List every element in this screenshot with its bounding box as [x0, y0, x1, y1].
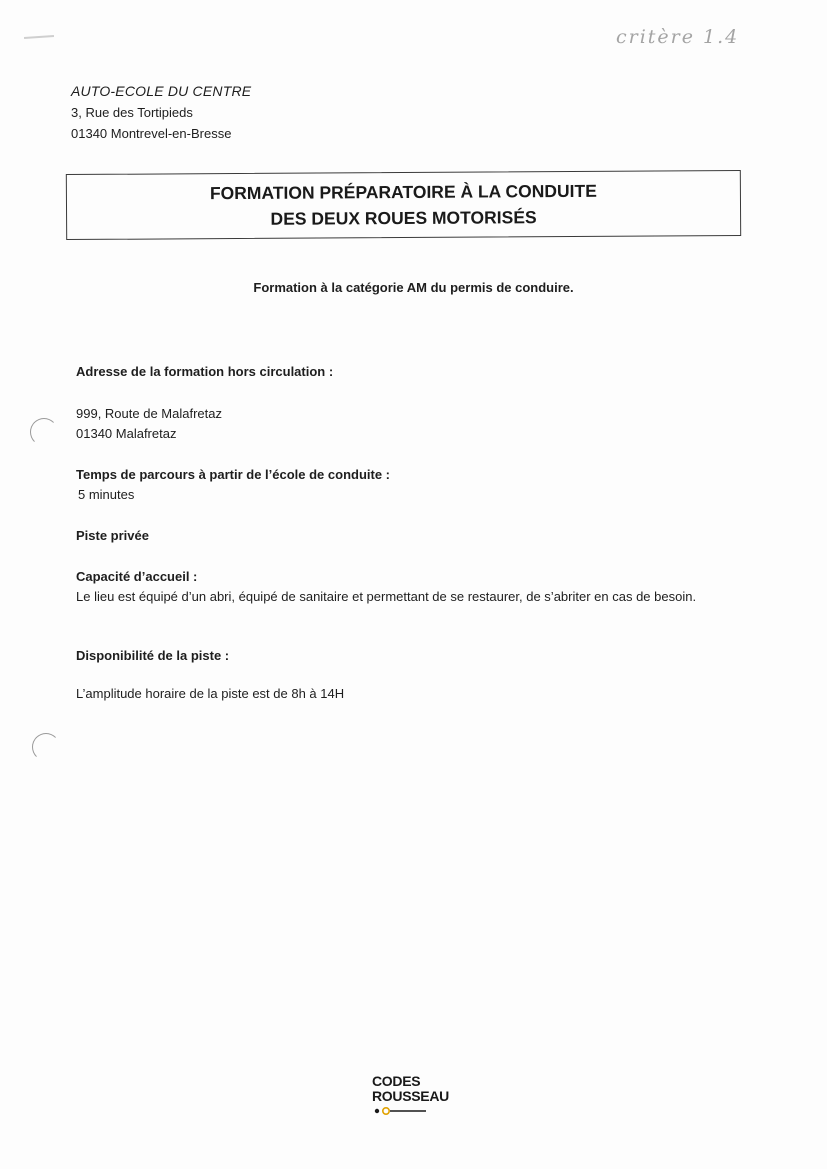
address-section	[76, 362, 756, 382]
sender-street: 3, Rue des Tortipieds	[71, 105, 193, 120]
logo-underline-icon	[374, 1107, 454, 1115]
capacity-label: Capacité d’accueil :	[76, 569, 198, 584]
travel-label: Temps de parcours à partir de l’école de conduite :	[76, 467, 391, 482]
travel-value: 5 minutes	[78, 487, 135, 502]
punch-hole-mark-upper	[30, 418, 58, 446]
address-line-1: 999, Route de Malafretaz	[76, 406, 222, 421]
address-line-2: 01340 Malafretaz	[76, 426, 177, 441]
availability-text-block	[76, 684, 756, 704]
logo-line-1: CODES	[372, 1073, 421, 1089]
availability-section	[76, 646, 756, 666]
sender-city: 01340 Montrevel-en-Bresse	[71, 126, 232, 141]
address-lines	[76, 404, 756, 444]
handwritten-annotation: critère 1.4	[616, 26, 740, 48]
track-section	[76, 526, 756, 546]
title-line-2: DES DEUX ROUES MOTORISÉS	[270, 207, 537, 229]
scan-mark	[24, 35, 54, 39]
availability-text: L’amplitude horaire de la piste est de 8h à 14H	[76, 686, 345, 701]
title-box	[66, 170, 741, 240]
sender-address	[71, 81, 251, 144]
logo-line-2: ROUSSEAU	[372, 1088, 449, 1104]
track-label: Piste privée	[76, 528, 149, 543]
codes-rousseau-logo	[372, 1074, 462, 1118]
title-line-1: FORMATION PRÉPARATOIRE À LA CONDUITE	[209, 180, 597, 204]
subtitle: Formation à la catégorie AM du permis de conduire.	[253, 280, 574, 295]
punch-hole-mark-lower	[32, 733, 60, 761]
address-label: Adresse de la formation hors circulation :	[76, 364, 334, 379]
availability-label: Disponibilité de la piste :	[76, 648, 230, 663]
travel-section	[76, 465, 756, 505]
capacity-text: Le lieu est équipé d’un abri, équipé de sanitaire et permettant de se restaurer, de s’abriter en cas de besoin.	[76, 589, 697, 604]
sender-name: AUTO-ECOLE DU CENTRE	[71, 83, 252, 99]
capacity-section	[76, 567, 756, 607]
